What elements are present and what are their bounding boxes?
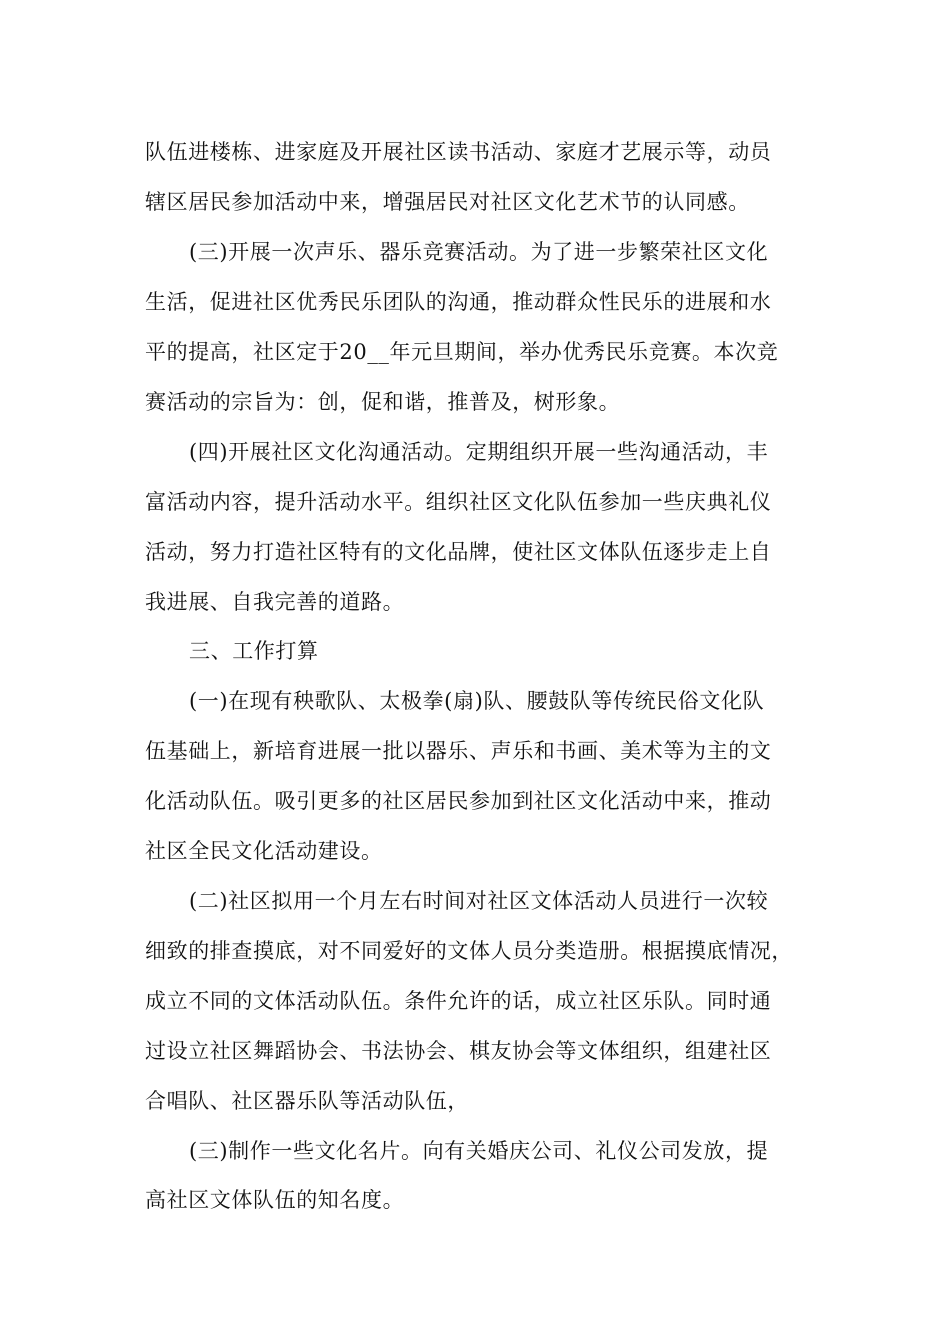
paragraph-start-line: (三)开展一次声乐、器乐竞赛活动。为了进一步繁荣社区文化 bbox=[189, 240, 769, 264]
paragraph-start-line: (四)开展社区文化沟通活动。定期组织开展一些沟通活动，丰 bbox=[189, 440, 769, 464]
text-line: 生活，促进社区优秀民乐团队的沟通，推动群众性民乐的进展和水 bbox=[145, 290, 772, 314]
text-line: 伍基础上，新培育进展一批以器乐、声乐和书画、美术等为主的文 bbox=[145, 739, 772, 763]
text-line: 社区全民文化活动建设。 bbox=[145, 839, 383, 863]
text-line: 队伍进楼栋、进家庭及开展社区读书活动、家庭才艺展示等，动员 bbox=[145, 140, 772, 164]
text-line: 合唱队、社区器乐队等活动队伍， bbox=[145, 1089, 469, 1113]
paragraph-start-line: (三)制作一些文化名片。向有关婚庆公司、礼仪公司发放，提 bbox=[189, 1139, 769, 1163]
paragraph-start-line: (二)社区拟用一个月左右时间对社区文体活动人员进行一次较 bbox=[189, 889, 769, 913]
text-line: 化活动队伍。吸引更多的社区居民参加到社区文化活动中来，推动 bbox=[145, 789, 772, 813]
text-line: 高社区文体队伍的知名度。 bbox=[145, 1188, 405, 1212]
paragraph-start-line: (一)在现有秧歌队、太极拳(扇)队、腰鼓队等传统民俗文化队 bbox=[189, 689, 765, 713]
text-line: 平的提高，社区定于20__年元旦期间，举办优秀民乐竞赛。本次竞 bbox=[145, 340, 779, 364]
text-line: 过设立社区舞蹈协会、书法协会、棋友协会等文体组织，组建社区 bbox=[145, 1039, 772, 1063]
text-line: 我进展、自我完善的道路。 bbox=[145, 590, 405, 614]
text-line: 富活动内容，提升活动水平。组织社区文化队伍参加一些庆典礼仪 bbox=[145, 490, 772, 514]
text-line: 赛活动的宗旨为：创，促和谐，推普及，树形象。 bbox=[145, 390, 621, 414]
section-heading: 三、工作打算 bbox=[189, 639, 319, 663]
text-line: 活动，努力打造社区特有的文化品牌，使社区文体队伍逐步走上自 bbox=[145, 540, 772, 564]
text-line: 成立不同的文体活动队伍。条件允许的话，成立社区乐队。同时通 bbox=[145, 989, 772, 1013]
text-line: 辖区居民参加活动中来，增强居民对社区文化艺术节的认同感。 bbox=[145, 190, 750, 214]
text-line: 细致的排查摸底，对不同爱好的文体人员分类造册。根据摸底情况， bbox=[145, 939, 793, 963]
